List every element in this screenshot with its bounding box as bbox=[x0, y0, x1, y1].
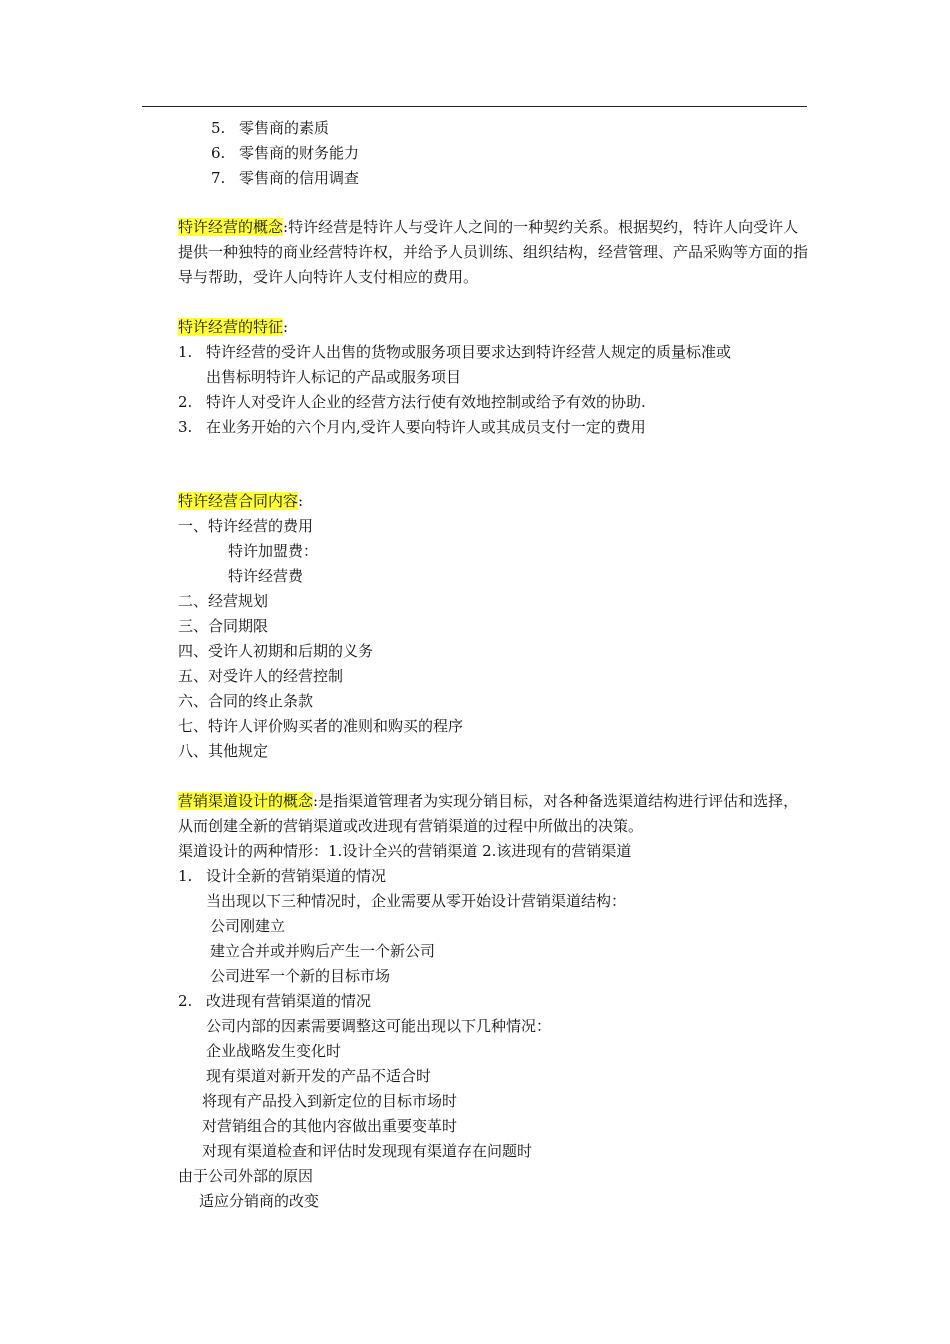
franchise-features-title: 特许经营的特征: bbox=[178, 318, 289, 336]
sub-item: 特许经营费 bbox=[228, 567, 304, 585]
list-item-continuation: 出售标明特许人标记的产品或服务项目 bbox=[206, 368, 462, 386]
list-item: 六、合同的终止条款 bbox=[178, 692, 314, 710]
channel-design-heading: 营销渠道设计的概念 bbox=[178, 792, 314, 810]
sub-item: 将现有产品投入到新定位的目标市场时 bbox=[202, 1092, 458, 1110]
sub-item: 公司进军一个新的目标市场 bbox=[210, 967, 391, 985]
case2-intro: 公司内部的因素需要调整这可能出现以下几种情况： bbox=[206, 1017, 552, 1035]
list-item: 二、经营规划 bbox=[178, 592, 269, 610]
franchise-concept-heading: 特许经营的概念 bbox=[178, 218, 284, 236]
sub-item: 建立合并或并购后产生一个新公司 bbox=[210, 942, 436, 960]
sub-item: 企业战略发生变化时 bbox=[206, 1042, 342, 1060]
list-item: 2. 特许人对受许人企业的经营方法行使有效地控制或给予有效的协助. bbox=[178, 393, 646, 411]
sub-item: 特许加盟费： bbox=[228, 542, 319, 560]
sub-item: 对营销组合的其他内容做出重要变革时 bbox=[202, 1117, 458, 1135]
contract-title: 特许经营合同内容: bbox=[178, 492, 304, 510]
two-cases-line: 渠道设计的两种情形：1.设计全兴的营销渠道 2.该进现有的营销渠道 bbox=[178, 842, 632, 860]
list-item: 三、合同期限 bbox=[178, 617, 269, 635]
sub-item: 适应分销商的改变 bbox=[199, 1192, 320, 1210]
list-item: 八、其他规定 bbox=[178, 742, 269, 760]
sub-item: 公司刚建立 bbox=[210, 917, 286, 935]
list-item: 四、受许人初期和后期的义务 bbox=[178, 642, 374, 660]
list-item: 5. 零售商的素质 bbox=[211, 119, 330, 137]
case1-intro: 当出现以下三种情况时，企业需要从零开始设计营销渠道结构： bbox=[206, 892, 627, 910]
list-item: 七、特许人评价购买者的准则和购买的程序 bbox=[178, 717, 464, 735]
list-item: 3. 在业务开始的六个月内,受许人要向特许人或其成员支付一定的费用 bbox=[178, 418, 646, 436]
list-item: 一、特许经营的费用 bbox=[178, 517, 314, 535]
sub-item: 对现有渠道检查和评估时发现现有渠道存在问题时 bbox=[202, 1142, 533, 1160]
list-item: 6. 零售商的财务能力 bbox=[211, 144, 360, 162]
list-item: 1. 设计全新的营销渠道的情况 bbox=[178, 867, 387, 885]
list-item: 2. 改进现有营销渠道的情况 bbox=[178, 992, 372, 1010]
contract-heading: 特许经营合同内容 bbox=[178, 492, 299, 510]
list-item: 1. 特许经营的受许人出售的货物或服务项目要求达到特许经营人规定的质量标准或 bbox=[178, 343, 732, 361]
sub-item: 现有渠道对新开发的产品不适合时 bbox=[206, 1067, 432, 1085]
franchise-concept-paragraph: 特许经营的概念:特许经营是特许人与受许人之间的一种契约关系。根据契约，特许人向受许人提供一种独特的商业经营特许权，并给予人员训练、组织结构，经营管理、产品采购等方面的指导与帮助，受许人向特许人支付相应的费用。 bbox=[178, 218, 809, 286]
franchise-features-heading: 特许经营的特征 bbox=[178, 318, 284, 336]
header-rule bbox=[142, 106, 807, 107]
list-item: 五、对受许人的经营控制 bbox=[178, 667, 344, 685]
external-reasons: 由于公司外部的原因 bbox=[178, 1167, 314, 1185]
channel-design-paragraph: 营销渠道设计的概念:是指渠道管理者为实现分销目标，对各种备选渠道结构进行评估和选择，从而创建全新的营销渠道或改进现有营销渠道的过程中所做出的决策。 bbox=[178, 792, 799, 835]
list-item: 7. 零售商的信用调查 bbox=[211, 169, 360, 187]
